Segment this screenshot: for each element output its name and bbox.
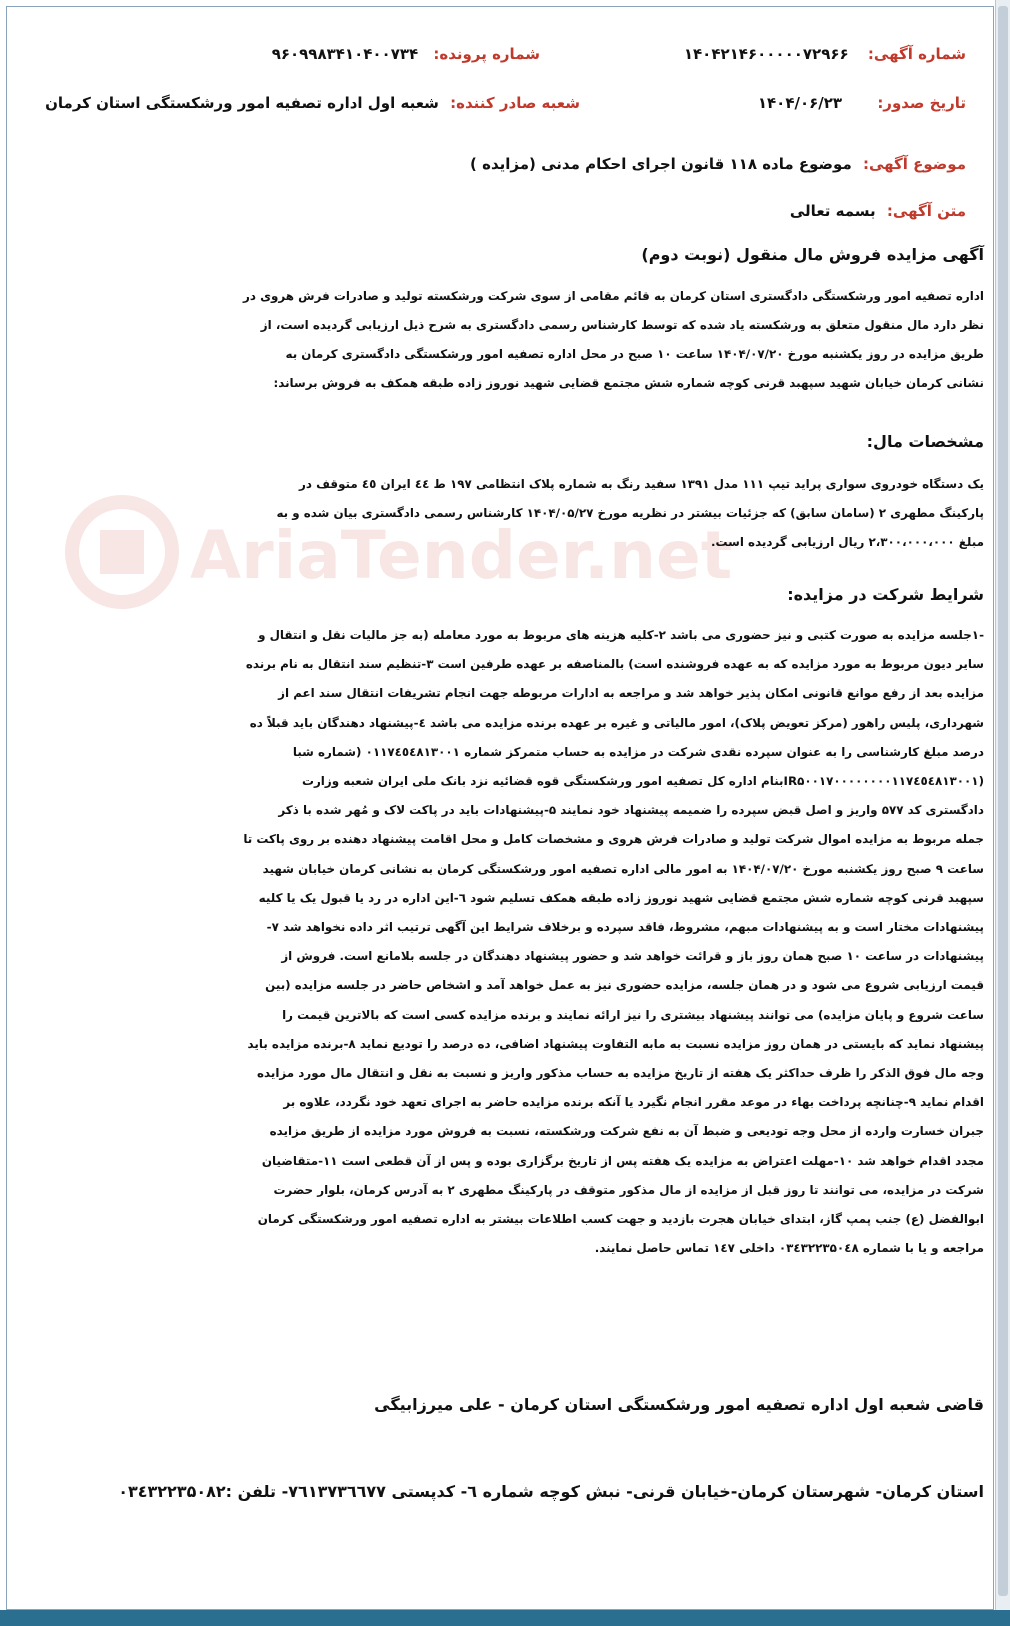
text-value: بسمه تعالی <box>789 202 876 220</box>
conditions-heading: شرایط شرکت در مزایده: <box>787 585 984 604</box>
issue-date-label: تاریخ صدور: <box>877 94 966 112</box>
conditions-line: شرکت در مزایده، می توانند تا روز قبل از مزایده از مال مذکور متوقف در پارکینگ مطهری ۲ به آدرس کرمان، بلوار حضرت <box>273 1182 984 1197</box>
issue-date-value: ۱۴۰۴/۰۶/۲۳ <box>757 94 843 112</box>
intro-line: نشانی کرمان خیابان شهید سپهبد قرنی کوچه شماره شش مجتمع قضایی شهید نوروز زاده طبقه همکف به فروش برساند: <box>273 376 984 390</box>
conditions-line: ساعت ۹ صبح روز یکشنبه مورخ ۱۴۰۴/۰۷/۲۰ به امور مالی اداره تصفیه امور ورشکستگی کرمان به نشانی کرمان خیابان شهید <box>262 861 984 876</box>
intro-line: نظر دارد مال منقول متعلق به ورشکسته یاد شده که توسط کارشناس رسمی دادگستری به شرح ذیل ارزیابی گردیده است، از <box>260 318 984 332</box>
conditions-line: پیشنهادات مختار است و به پیشنهادات مبهم، مشروط، فاقد سپرده و برخلاف شرایط این آگهی ترتیب اثر داده نخواهد شد ۷- <box>266 920 984 934</box>
specs-line: پارکینگ مطهری ۲ (سامان سابق) که جزئیات بیشتر در نظریه مورخ ۱۴۰۴/۰۵/۲۷ کارشناس رسمی دادگستری بیان شده و به <box>276 506 984 520</box>
ad-title: آگهی مزایده فروش مال منقول (نوبت دوم) <box>641 245 984 264</box>
conditions-line: پیشنهادات در ساعت ۱۰ صبح همان روز باز و قرائت خواهد شد و حضور پیشنهاد دهندگان در جلسه بلامانع است. فروش از <box>281 949 984 964</box>
file-number <box>272 45 540 63</box>
conditions-line: مراجعه و یا با شماره ۰۳٤۳۲۲۳۵۰٤۸ داخلی ۱٤۷ تماس حاصل نمایند. <box>594 1241 984 1256</box>
address-line: استان کرمان- شهرستان کرمان-خیابان قرنی- نبش کوچه شماره ٦- کدپستی ۷٦۱۳۷۳٦٦۷۷- تلفن :۰۳٤۳۲۲۳۵۰۸۲ <box>118 1482 984 1501</box>
conditions-line: قیمت ارزیابی شروع می شود و در همان جلسه، مزایده حضوری نیز به عمل خواهد آمد و اشخاص حاضر در جلسه مزایده (بین <box>265 978 984 993</box>
conditions-line: دادگستری کد ۵۷۷ واریز و اصل قبض سپرده را ضمیمه پیشنهاد خود نمایند ۵-پیشنهادات باید در پاکت لاک و مُهر شده با ذکر <box>278 803 984 818</box>
conditions-line: مزایده بعد از رفع موانع قانونی امکان پذیر خواهد شد و مراجعه به ادارات مربوطه جهت انجام تشریفات انتقال سند اعم از <box>278 686 984 701</box>
conditions-line: شهرداری، پلیس راهور (مرکز تعویض پلاک)، امور مالیاتی و غیره بر عهده برنده مزایده می باشد ٤-پیشنهاد دهندگان باید قبلاً ده <box>249 715 984 730</box>
ad-number-value: ۱۴۰۴۲۱۴۶۰۰۰۰۰۷۲۹۶۶ <box>683 45 849 63</box>
conditions-line: مجدد اقدام خواهد شد ۱۰-مهلت اعتراض به مزایده یک هفته پس از تاریخ برگزاری بوده و پس از آن قطعی است ۱۱-متقاضیان <box>261 1153 984 1168</box>
file-number-value: ۹۶۰۹۹۸۳۴۱۰۴۰۰۷۳۴ <box>271 45 419 63</box>
specs-line: مبلغ ۲،۳۰۰،۰۰۰،۰۰۰ ریال ارزیابی گردیده است. <box>711 535 984 549</box>
conditions-line: سپهبد قرنی کوچه شماره شش مجتمع قضایی شهید نوروز زاده طبقه همکف تسلیم شود ٦-این اداره در رد یا قبول یک یا کلیه <box>258 890 984 905</box>
intro-line: طریق مزایده در روز یکشنبه مورخ ۱۴۰۴/۰۷/۲۰ ساعت ۱۰ صبح در محل اداره تصفیه امور ورشکستگی دادگستری کرمان به <box>285 347 984 361</box>
ad-subject <box>470 155 966 173</box>
vertical-scrollbar[interactable] <box>995 0 1010 1610</box>
specs-line: یک دستگاه خودروی سواری پراید تیپ ۱۱۱ مدل ۱۳۹۱ سفید رنگ به شماره پلاک انتظامی ۱۹۷ ط ٤٤ ایران ٤٥ متوقف در <box>299 477 984 491</box>
conditions-line: وجه مال فوق الذکر را ظرف حداکثر یک هفته از تاریخ مزایده به حساب مذکور واریز و نسبت به نقل و انتقال مال مورد مزایده <box>256 1066 984 1080</box>
conditions-line: سایر دیون مربوط به مورد مزایده که به عهده فروشنده است) بالمناصفه بر عهده طرفین است ۳-تنظیم سند انتقال به نام برنده <box>245 657 984 672</box>
issue-date <box>758 94 966 112</box>
subject-value: موضوع ماده ۱۱۸ قانون اجرای احکام مدنی (مزایده ) <box>470 155 852 173</box>
conditions-line: درصد مبلغ کارشناسی را به عنوان سپرده نقدی شرکت در مزایده به حساب متمرکز شماره ۰۱۱۷٤٥٤۸۱۳۰۰۱ (شماره شبا <box>292 744 984 759</box>
conditions-line: پیشنهاد نماید که بایستی در همان روز مزایده نسبت به مابه التفاوت پیشنهاد اضافی، ده درصد را تودیع نماید ۸-برنده مزایده باید <box>247 1036 984 1051</box>
ad-number <box>684 45 966 63</box>
ad-number-label: شماره آگهی: <box>867 45 966 63</box>
conditions-line: اقدام نماید ۹-چنانچه پرداخت بهاء در موعد مقرر انجام نگیرد یا آنکه برنده مزایده حاضر به اجرای تعهد خود نگردد، علاوه بر <box>283 1095 984 1110</box>
text-label: متن آگهی: <box>886 202 966 220</box>
conditions-line: ساعت شروع و پایان مزایده) می توانند پیشنهاد بیشتری را نیز ارائه نمایند و برنده مزایده کسی است که بالاترین قیمت را <box>282 1007 984 1022</box>
conditions-line: جمله مربوط به مزایده اموال شرکت تولید و صادرات فرش هروی و مشخصات کامل و محل اقامت پیشنهاد دهنده بر روی پاکت تا <box>243 832 984 847</box>
conditions-line: -۱جلسه مزایده به صورت کتبی و نیز حضوری می باشد ۲-کلیه هزینه های مربوط به مورد معامله (به جز مالیات نقل و انتقال و <box>258 628 984 642</box>
subject-label: موضوع آگهی: <box>862 155 966 173</box>
scrollbar-thumb[interactable] <box>998 6 1008 1596</box>
specs-heading: مشخصات مال: <box>866 432 984 451</box>
bottom-bar <box>0 1610 1010 1626</box>
conditions-line: ابوالفضل (ع) جنب پمپ گاز، ابتدای خیابان هجرت بازدید و جهت کسب اطلاعات بیشتر به اداره تصفیه امور ورشکستگی کرمان <box>257 1212 984 1226</box>
file-number-label: شماره پرونده: <box>433 45 540 63</box>
conditions-line: جبران خسارت وارده از محل وجه تودیعی و ضبط آن به نفع شرکت ورشکسته، نسبت به فروش مورد مزایده از طریق مزایده <box>269 1124 984 1139</box>
issuing-branch-label: شعبه صادر کننده: <box>450 94 580 112</box>
ad-text <box>790 202 966 220</box>
conditions-line: (IR۵۰۰۱۷۰۰۰۰۰۰۰۰۱۱۷٤٥٤۸۱۳۰۰۱بنام اداره کل تصفیه امور ورشکستگی قوه قضائیه نزد بانک ملی ایران شعبه وزارت <box>302 774 984 788</box>
issuing-branch-value: شعبه اول اداره تصفیه امور ورشکستگی استان کرمان <box>45 94 439 112</box>
intro-line: اداره تصفیه امور ورشکستگی دادگستری استان کرمان به قائم مقامی از سوی شرکت ورشکسته تولید و صادرات فرش هروی در <box>243 289 984 303</box>
signature-line: قاضی شعبه اول اداره تصفیه امور ورشکستگی استان کرمان - علی میرزابیگی <box>374 1395 984 1414</box>
issuing-branch <box>45 94 580 112</box>
